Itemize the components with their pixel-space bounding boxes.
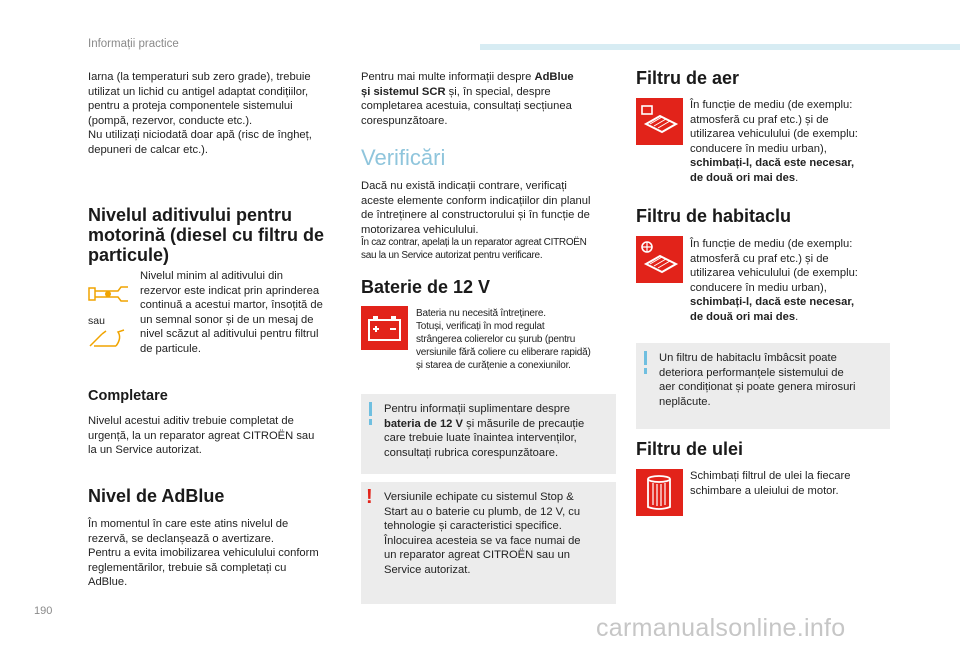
battery-text: Bateria nu necesită întreținere. Totuși, verificați în mod regulat strângerea colierelor cu șurub (pentru versiunile fără coliere cu eliberare rapidă) și starea de curățenie a conexiunilor. [416,308,591,371]
stop-start-warning-text: Versiunile echipate cu sistemul Stop & Start au o baterie cu plumb, de 12 V, cu tehnologie și caracteristici specifice. Înlocuirea acesteia se va face numai de un reparator agreat CITROËN sau un Service autorizat. [384,491,581,576]
more-info-paragraph: Pentru mai multe informații despre AdBlue și sistemul SCR și, în special, despre completarea acestuia, consultați secțiunea corespunzătoare. [361,71,574,127]
info-marker-icon [369,402,372,416]
oil-filter-title: Filtru de ulei [636,439,744,459]
cabin-filter-info-box [636,343,890,429]
air-filter-icon [636,98,683,145]
battery-title: Baterie de 12 V [361,277,491,297]
info-marker-dot [644,368,647,374]
intro-paragraph: Iarna (la temperaturi sub zero grade), trebuie utilizat un lichid cu antigel adaptat condițiilor, pentru a proteja componentele sistemului (pompă, rezervor, conducte etc.). Nu utilizați niciodată doar apă (risc de îngheț, depuneri de calcar etc.). [88,71,312,156]
verificari-title: Verificări [361,145,446,170]
completare-text: Nivelul acestui aditiv trebuie completat de urgență, la un reparator agreat CITROËN sau la un Service autorizat. [88,415,315,456]
or-label: sau [88,315,105,327]
additive-text: Nivelul minim al aditivului din rezervor este indicat prin aprinderea continuă a acestui martor, însoțită de un semnal sonor și de un mesaj de nivel scăzut al aditivului pentru filtrul de particule. [140,270,323,355]
page-number: 190 [34,605,53,617]
cabin-filter-icon [636,236,683,283]
section-header: Informații practice [88,38,179,50]
cabin-filter-title: Filtru de habitaclu [636,206,792,226]
battery-info-text: Pentru informații suplimentare despre bateria de 12 V și măsurile de precauție care trebuie luate înaintea intervenților, consultați rubrica corespunzătoare. [384,403,585,459]
adblue-title: Nivel de AdBlue [88,486,225,506]
air-filter-title: Filtru de aer [636,68,740,88]
info-marker-dot [369,419,372,425]
oil-filter-icon [636,469,683,516]
completare-title: Completare [88,388,168,404]
cabin-filter-text: În funcție de mediu (de exemplu: atmosferă cu praf etc.) și de utilizarea vehiculului (de exemplu: conducere în mediu urban), schimbați-l, dacă este necesar, de două ori mai des. [690,238,858,323]
battery-icon [361,306,408,350]
header-bar [480,44,960,50]
fuel-additive-warning-icon [88,283,130,305]
warning-exclamation-icon: ! [366,486,373,508]
cabin-filter-info-text: Un filtru de habitaclu îmbâcsit poate deteriora performanțele sistemului de aer condiționat și poate genera mirosuri neplăcute. [659,352,856,408]
verificari-note: În caz contrar, apelați la un reparator agreat CITROËN sau la un Service autorizat pentru verificare. [361,237,587,261]
watermark: carmanualsonline.info [596,614,846,642]
stop-start-warning-box [361,482,616,604]
air-filter-text: În funcție de mediu (de exemplu: atmosferă cu praf etc.) și de utilizarea vehiculului (de exemplu: conducere în mediu urban), schimbați-l, dacă este necesar, de două ori mai des. [690,99,858,184]
verificari-text: Dacă nu există indicații contrare, verificați aceste elemente conform indicațiilor din planul de întreținere al constructorului și în funcție de motorizarea vehiculului. [361,180,591,236]
oil-filter-text: Schimbați filtrul de ulei la fiecare schimbare a uleiului de motor. [690,470,851,497]
adblue-text: În momentul în care este atins nivelul de rezervă, se declanșează o avertizare. Pentru a evita imobilizarea vehiculului conform reglementărilor, trebuie să completați cu AdBlue. [88,518,319,588]
battery-info-box [361,394,616,474]
info-marker-icon [644,351,647,365]
fuel-pump-icon [88,328,128,350]
additive-title: Nivelul aditivului pentru motorină (diesel cu filtru de particule) [88,205,325,265]
